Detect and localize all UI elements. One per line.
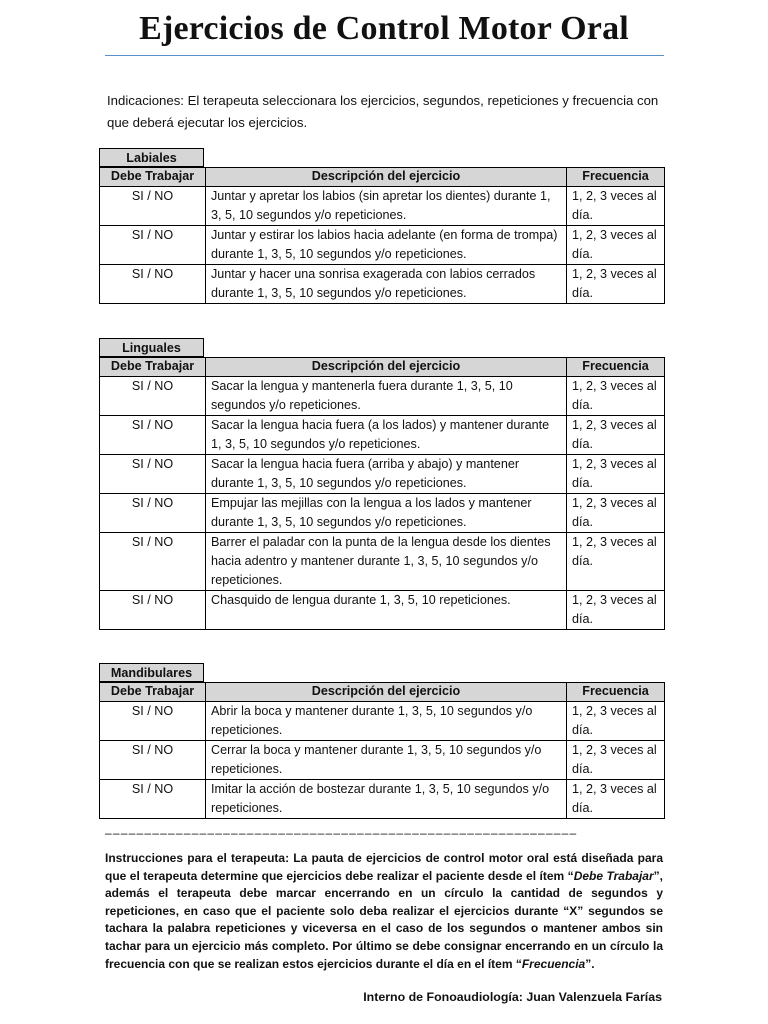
header-frecuencia: Frecuencia: [567, 168, 665, 187]
frequency-cell[interactable]: 1, 2, 3 veces al día.: [567, 741, 665, 780]
header-frecuencia: Frecuencia: [567, 683, 665, 702]
description-cell: Juntar y estirar los labios hacia adelante (en forma de trompa) durante 1, 3, 5, 10 segundos y/o repeticiones.: [206, 226, 567, 265]
description-cell: Chasquido de lengua durante 1, 3, 5, 10 repeticiones.: [206, 591, 567, 630]
description-cell: Cerrar la boca y mantener durante 1, 3, 5, 10 segundos y/o repeticiones.: [206, 741, 567, 780]
section-labiales: [99, 148, 664, 304]
description-cell: Barrer el paladar con la punta de la lengua desde los dientes hacia adentro y mantener durante 1, 3, 5, 10 segundos y/o repeticiones.: [206, 533, 567, 591]
si-no-cell[interactable]: SI / NO: [100, 780, 206, 819]
table-row: [100, 533, 665, 591]
si-no-cell[interactable]: SI / NO: [100, 416, 206, 455]
description-cell: Imitar la acción de bostezar durante 1, 3, 5, 10 segundos y/o repeticiones.: [206, 780, 567, 819]
si-no-cell[interactable]: SI / NO: [100, 187, 206, 226]
header-debe-trabajar: Debe Trabajar: [100, 358, 206, 377]
frequency-cell[interactable]: 1, 2, 3 veces al día.: [567, 533, 665, 591]
category-label: Mandibulares: [99, 663, 204, 682]
header-descripcion: Descripción del ejercicio: [206, 358, 567, 377]
exercise-table: [99, 167, 665, 304]
frequency-cell[interactable]: 1, 2, 3 veces al día.: [567, 265, 665, 304]
table-row: [100, 187, 665, 226]
header-debe-trabajar: Debe Trabajar: [100, 683, 206, 702]
frequency-cell[interactable]: 1, 2, 3 veces al día.: [567, 377, 665, 416]
table-row: [100, 265, 665, 304]
si-no-cell[interactable]: SI / NO: [100, 377, 206, 416]
instructions-text: Instrucciones para el terapeuta: La pauta de ejercicios de control motor oral está diseñada para que el terapeuta determine que ejercicios debe realizar el paciente desde el ítem “: [105, 851, 663, 883]
intro-text: Indicaciones: El terapeuta seleccionara los ejercicios, segundos, repeticiones y frecuencia con que deberá ejecutar los ejercicios.: [107, 93, 659, 130]
si-no-cell[interactable]: SI / NO: [100, 591, 206, 630]
si-no-cell[interactable]: SI / NO: [100, 533, 206, 591]
table-row: [100, 741, 665, 780]
category-label: Linguales: [99, 338, 204, 357]
si-no-cell[interactable]: SI / NO: [100, 455, 206, 494]
category-label: Labiales: [99, 148, 204, 167]
description-cell: Sacar la lengua y mantenerla fuera durante 1, 3, 5, 10 segundos y/o repeticiones.: [206, 377, 567, 416]
dashed-separator: ––––––––––––––––––––––––––––––––––––––––––––––––––––––––––––: [105, 826, 578, 840]
table-row: [100, 226, 665, 265]
instructions-text: ”, además el terapeuta debe marcar encerrando en un círculo la cantidad de segundos y repeticiones, en caso que el paciente solo deba realizar el ejercicios durante “X” segundos se tachara la palabra repeticiones y viceversa en el caso de los segundos o mantener ambos sin tachar para un ejercicio más completo. Por último se debe consignar encerrando en un círculo la frecuencia con que se realizan estos ejercicios durante el día en el ítem “: [105, 868, 663, 971]
si-no-cell[interactable]: SI / NO: [100, 741, 206, 780]
section-mandibulares: [99, 663, 664, 819]
table-header-row: [100, 683, 665, 702]
description-cell: Empujar las mejillas con la lengua a los lados y mantener durante 1, 3, 5, 10 segundos y/o repeticiones.: [206, 494, 567, 533]
frequency-cell[interactable]: 1, 2, 3 veces al día.: [567, 455, 665, 494]
exercise-table: [99, 357, 665, 630]
table-header-row: [100, 358, 665, 377]
exercise-table: [99, 682, 665, 819]
description-cell: Juntar y apretar los labios (sin apretar los dientes) durante 1, 3, 5, 10 segundos y/o repeticiones.: [206, 187, 567, 226]
table-header-row: [100, 168, 665, 187]
header-descripcion: Descripción del ejercicio: [206, 168, 567, 187]
table-row: [100, 377, 665, 416]
title-underline: [105, 55, 664, 56]
frequency-cell[interactable]: 1, 2, 3 veces al día.: [567, 416, 665, 455]
si-no-cell[interactable]: SI / NO: [100, 226, 206, 265]
si-no-cell[interactable]: SI / NO: [100, 702, 206, 741]
section-linguales: [99, 338, 664, 630]
description-cell: Sacar la lengua hacia fuera (arriba y abajo) y mantener durante 1, 3, 5, 10 segundos y/o repeticiones.: [206, 455, 567, 494]
frequency-cell[interactable]: 1, 2, 3 veces al día.: [567, 187, 665, 226]
author-signature: Interno de Fonoaudiología: Juan Valenzuela Farías: [363, 990, 662, 1004]
instructions-emphasis: Frecuencia: [521, 956, 586, 971]
page-title: Ejercicios de Control Motor Oral: [139, 10, 629, 47]
table-row: [100, 780, 665, 819]
table-row: [100, 702, 665, 741]
therapist-instructions: [105, 850, 663, 973]
frequency-cell[interactable]: 1, 2, 3 veces al día.: [567, 702, 665, 741]
table-row: [100, 591, 665, 630]
description-cell: Abrir la boca y mantener durante 1, 3, 5, 10 segundos y/o repeticiones.: [206, 702, 567, 741]
header-debe-trabajar: Debe Trabajar: [100, 168, 206, 187]
table-row: [100, 494, 665, 533]
description-cell: Sacar la lengua hacia fuera (a los lados) y mantener durante 1, 3, 5, 10 segundos y/o repeticiones.: [206, 416, 567, 455]
description-cell: Juntar y hacer una sonrisa exagerada con labios cerrados durante 1, 3, 5, 10 segundos y/o repeticiones.: [206, 265, 567, 304]
frequency-cell[interactable]: 1, 2, 3 veces al día.: [567, 226, 665, 265]
header-frecuencia: Frecuencia: [567, 358, 665, 377]
table-row: [100, 416, 665, 455]
si-no-cell[interactable]: SI / NO: [100, 494, 206, 533]
frequency-cell[interactable]: 1, 2, 3 veces al día.: [567, 591, 665, 630]
instructions-text: ”.: [585, 956, 595, 971]
header-descripcion: Descripción del ejercicio: [206, 683, 567, 702]
si-no-cell[interactable]: SI / NO: [100, 265, 206, 304]
instructions-emphasis: Debe Trabajar: [573, 868, 654, 883]
table-row: [100, 455, 665, 494]
frequency-cell[interactable]: 1, 2, 3 veces al día.: [567, 494, 665, 533]
frequency-cell[interactable]: 1, 2, 3 veces al día.: [567, 780, 665, 819]
